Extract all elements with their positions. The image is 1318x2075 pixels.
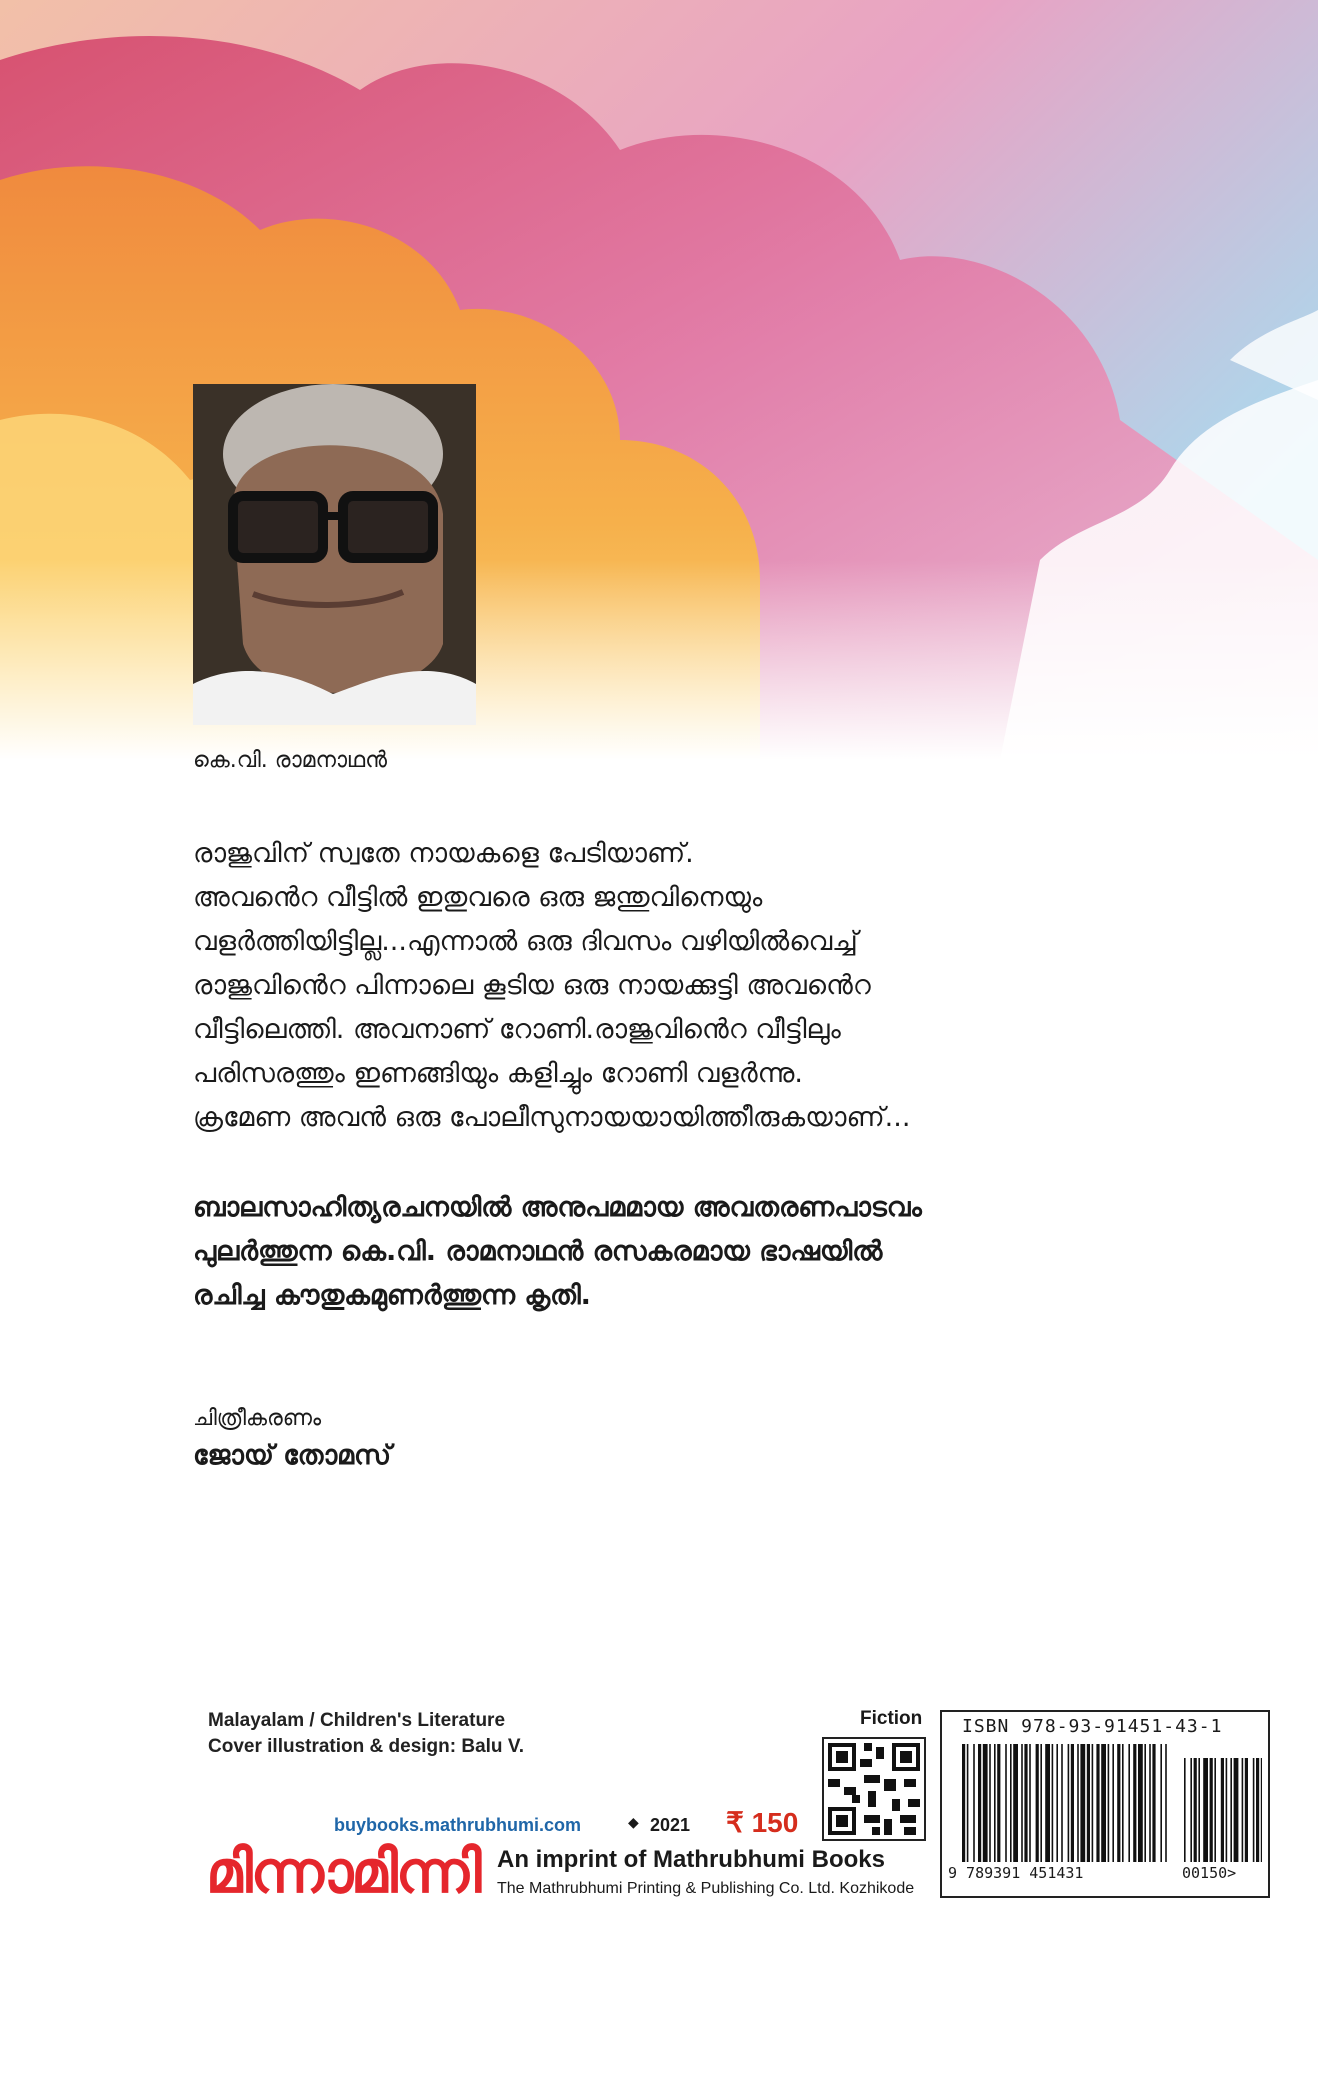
blurb-line: ക്രമേണ അവൻ ഒരു പോലീസുനായയായിത്തീരുകയാണ്... [193,1102,911,1133]
illustration-label: ചിത്രീകരണം [193,1406,322,1431]
illustrator-name: ജോയ് തോമസ് [193,1440,392,1471]
publication-year: 2021 [650,1815,691,1835]
isbn-label: ISBN 978-93-91451-43-1 [962,1716,1223,1737]
category-text: Malayalam / Children's Literature [208,1710,506,1731]
barcode-addon-digits: 00150> [1182,1864,1237,1882]
blurb-line: വീട്ടിലെത്തി. അവനാണ് റോണി.രാജുവിൻെറ വീട്ടിലും [193,1014,841,1045]
author-caption: കെ.വി. രാമനാഥൻ [193,748,387,773]
blurb-line: രാജുവിന് സ്വതേ നായകളെ പേടിയാണ്. [193,838,694,869]
tagline-line: രചിച്ച കൗതുകമുണർത്തുന്ന കൃതി. [193,1280,591,1311]
blurb-line: രാജുവിൻെറ പിന്നാലെ കൂടിയ ഒരു നായക്കുട്ടി അവൻെറ [193,970,871,1001]
diamond-separator-icon: ◆ [628,1815,639,1831]
imprint-text: An imprint of Mathrubhumi Books [497,1846,885,1873]
publisher-text: The Mathrubhumi Printing & Publishing Co. Ltd. Kozhikode [497,1880,915,1897]
website-link[interactable]: buybooks.mathrubhumi.com [334,1815,582,1835]
blurb-line: അവൻെറ വീട്ടിൽ ഇതുവരെ ഒരു ജന്തുവിനെയും [193,882,763,913]
cover-credit: Cover illustration & design: Balu V. [208,1736,525,1757]
price: ₹ 150 [726,1807,799,1838]
tagline [193,1186,1153,1318]
blurb [193,832,1153,1140]
blurb-line: പരിസരത്തും ഇണങ്ങിയും കളിച്ചും റോണി വളർന്നു. [193,1058,804,1089]
tagline-line: പുലർത്തുന്ന കെ.വി. രാമനാഥൻ രസകരമായ ഭാഷയിൽ [193,1236,883,1267]
barcode-digits: 9 789391 451431 [948,1864,1084,1882]
minnaminni-logo: മിന്നാമിന്നി [206,1838,480,1906]
tagline-line: ബാലസാഹിത്യരചനയിൽ അനുപമമായ അവതരണപാടവം [193,1192,922,1223]
author-photo [193,384,476,725]
isbn-barcode-icon [962,1744,1262,1862]
qr-code-icon [822,1737,926,1841]
blurb-line: വളർത്തിയിട്ടില്ല...എന്നാൽ ഒരു ദിവസം വഴിയിൽവെച്ച് [193,926,858,957]
genre-label: Fiction [860,1708,923,1729]
